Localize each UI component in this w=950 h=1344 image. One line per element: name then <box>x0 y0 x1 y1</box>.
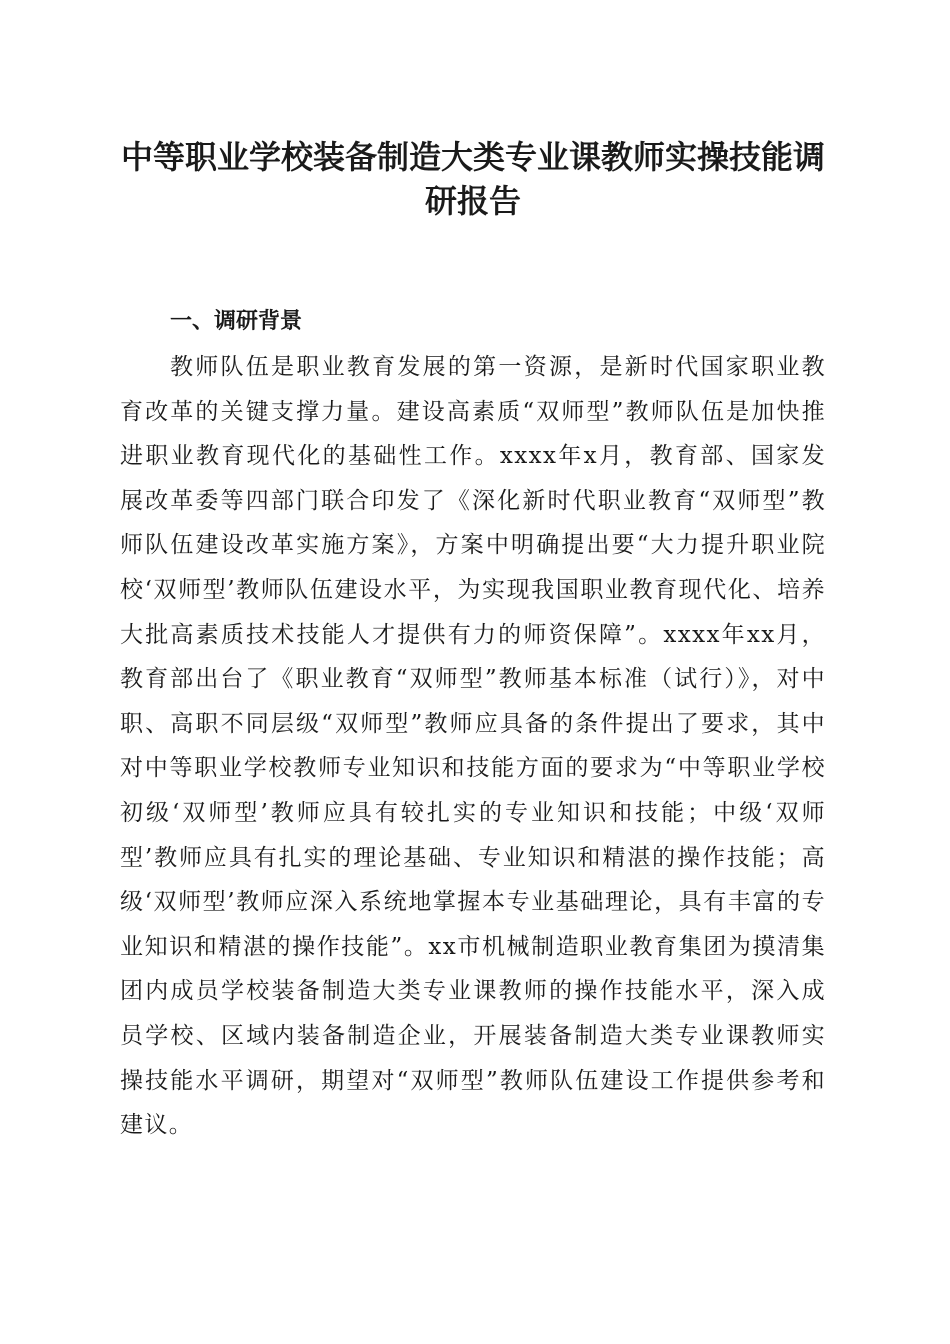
document-page <box>120 135 826 1148</box>
section-heading: 一、调研背景 <box>170 309 303 334</box>
body-paragraph: 教师队伍是职业教育发展的第一资源，是新时代国家职业教育改革的关键支撑力量。建设高素质“双师型”教师队伍是加快推进职业教育现代化的基础性工作。xxxx年x月，教育部、国家发展改革委等四部门联合印发了《深化新时代职业教育“双师型”教师队伍建设改革实施方案》，方案中明确提出要“大力提升职业院校‘双师型’教师队伍建设水平，为实现我国职业教育现代化、培养大批高素质技术技能人才提供有力的师资保障”。xxxx年xx月，教育部出台了《职业教育“双师型”教师基本标准（试行）》，对中职、高职不同层级“双师型”教师应具备的条件提出了要求，其中对中等职业学校教师专业知识和技能方面的要求为“中等职业学校初级‘双师型’教师应具有较扎实的专业知识和技能；中级‘双师型’教师应具有扎实的理论基础、专业知识和精湛的操作技能；高级‘双师型’教师应深入系统地掌握本专业基础理论，具有丰富的专业知识和精湛的操作技能”。xx市机械制造职业教育集团为摸清集团内成员学校装备制造大类专业课教师的操作技能水平，深入成员学校、区域内装备制造企业，开展装备制造大类专业课教师实操技能水平调研，期望对“双师型”教师队伍建设工作提供参考和建议。 <box>120 354 826 1139</box>
section-research-background <box>120 307 826 1148</box>
document-title: 中等职业学校装备制造大类专业课教师实操技能调研报告 <box>120 138 825 220</box>
